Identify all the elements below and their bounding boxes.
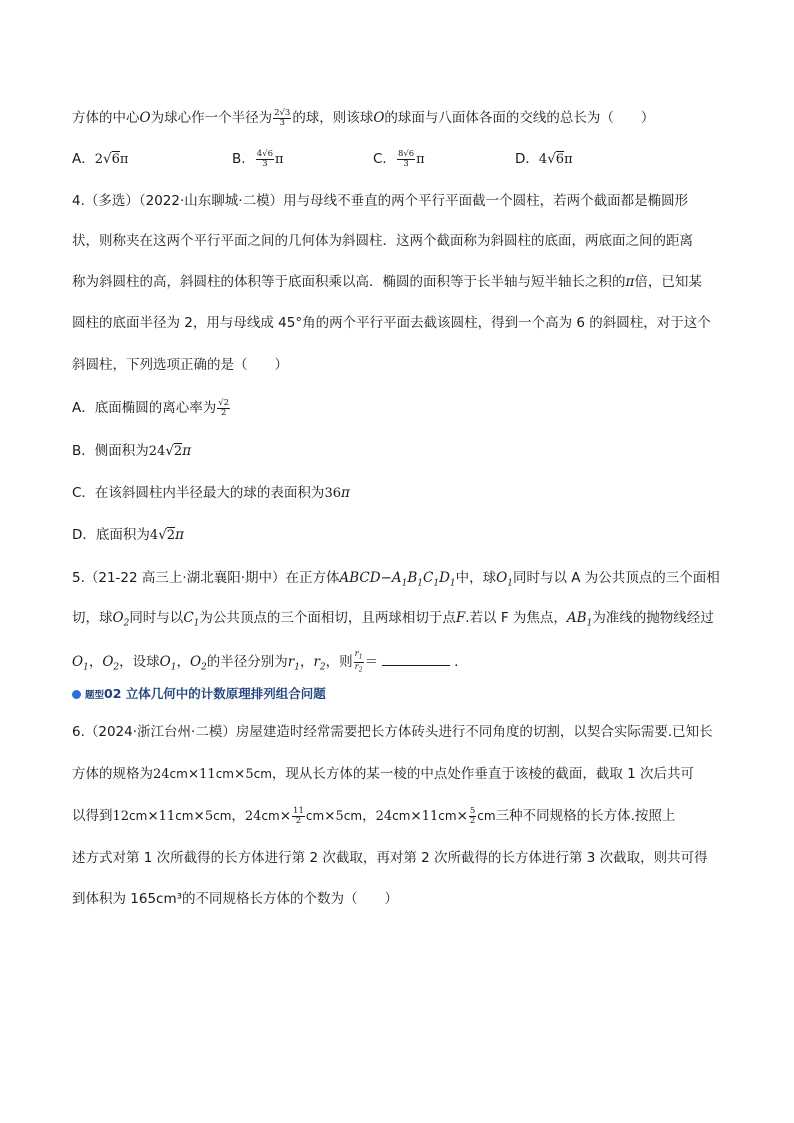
q3-option-d[interactable]: D．4√6π [515, 151, 573, 167]
radius-fraction: $\frac{2√3}{3}$ [274, 107, 291, 128]
q6-line: 到体积为 165cm³的不同规格长方体的个数为（ ） [72, 891, 399, 907]
q3-text: 的球面与八面体各面的交线的总长为（ ） [384, 110, 655, 126]
q5-line: $O_1$，$O_2$，设球$O_1$，$O_2$的半径分别为$r_1$，$r_2$，则 $\frac{r_1}{r_2}$ ＝ . [72, 649, 459, 674]
q4-line: 称为斜圆柱的高，斜圆柱的体积等于底面积乘以高．椭圆的面积等于长半轴与短半轴长之积的π倍，已知某 [72, 274, 702, 290]
q6-line: 述方式对第 1 次所截得的长方体进行第 2 次截取，再对第 2 次所截得的长方体进行第 3 次截取，则共可得 [72, 850, 708, 866]
q4-option-c[interactable]: C．在该斜圆柱内半径最大的球的表面积为36π [72, 485, 350, 501]
q4-option-b[interactable]: B．侧面积为24√2π [72, 443, 192, 459]
math-symbol: O [139, 110, 151, 126]
q3-text: 的球，则该球 [292, 110, 374, 126]
q4-option-a[interactable]: A．底面椭圆的离心率为 $\frac{√2}{2}$ [72, 397, 230, 418]
bullet-icon [72, 690, 81, 699]
q4-line: 状，则称夹在这两个平行平面之间的几何体为斜圆柱．这两个截面称为斜圆柱的底面，两底面之间的距离 [72, 233, 693, 249]
q3-option-c[interactable]: C． $\frac{8√6}{3}$ π [373, 148, 425, 169]
q6-line: 以得到12cm×11cm×5cm，24cm× $\frac{11}{2}$ cm×5cm，24cm×11cm× $\frac{5}{2}$ cm三种不同规格的长方体.按照上 [72, 805, 676, 826]
section-heading: 题型02 立体几何中的计数原理排列组合问题 [72, 684, 326, 702]
q6-line: 方体的规格为24cm×11cm×5cm，现从长方体的某一棱的中点处作垂直于该棱的截面，截取 1 次后共可 [72, 766, 695, 782]
q4-line: 4.（多选）（2022·山东聊城·二模）用与母线不垂直的两个平行平面截一个圆柱，若两个截面都是椭圆形 [72, 193, 689, 209]
q4-line: 圆柱的底面半径为 2，用与母线成 45°角的两个平行平面去截该圆柱，得到一个高为 6 的斜圆柱，对于这个 [72, 315, 711, 331]
q5-line: 5.（21-22 高三上·湖北襄阳·期中）在正方体$ABCD-A_1B_1C_1D_1$中，球$O_1$同时与以 A 为公共顶点的三个面相 [72, 570, 720, 589]
q3-text: 方体的中心 [72, 110, 140, 126]
math-symbol: O [373, 110, 385, 126]
q3-stem [72, 108, 732, 128]
answer-blank[interactable] [382, 651, 450, 666]
q5-line: 切，球$O_2$同时与以$C_1$为公共顶点的三个面相切，且两球相切于点F.若以 F 为焦点，$AB_1$为准线的抛物线经过 [72, 610, 714, 629]
q6-line: 6.（2024·浙江台州·二模）房屋建造时经常需要把长方体砖头进行不同角度的切割，以契合实际需要.已知长 [72, 724, 713, 740]
q4-line: 斜圆柱，下列选项正确的是（ ） [72, 357, 288, 373]
q3-text: 为球心作一个半径为 [150, 110, 273, 126]
q4-option-d[interactable]: D．底面积为4√2π [72, 527, 184, 543]
q3-option-a[interactable]: A．2√6π [72, 151, 129, 167]
q3-option-b[interactable]: B． $\frac{4√6}{3}$ π [232, 148, 284, 169]
